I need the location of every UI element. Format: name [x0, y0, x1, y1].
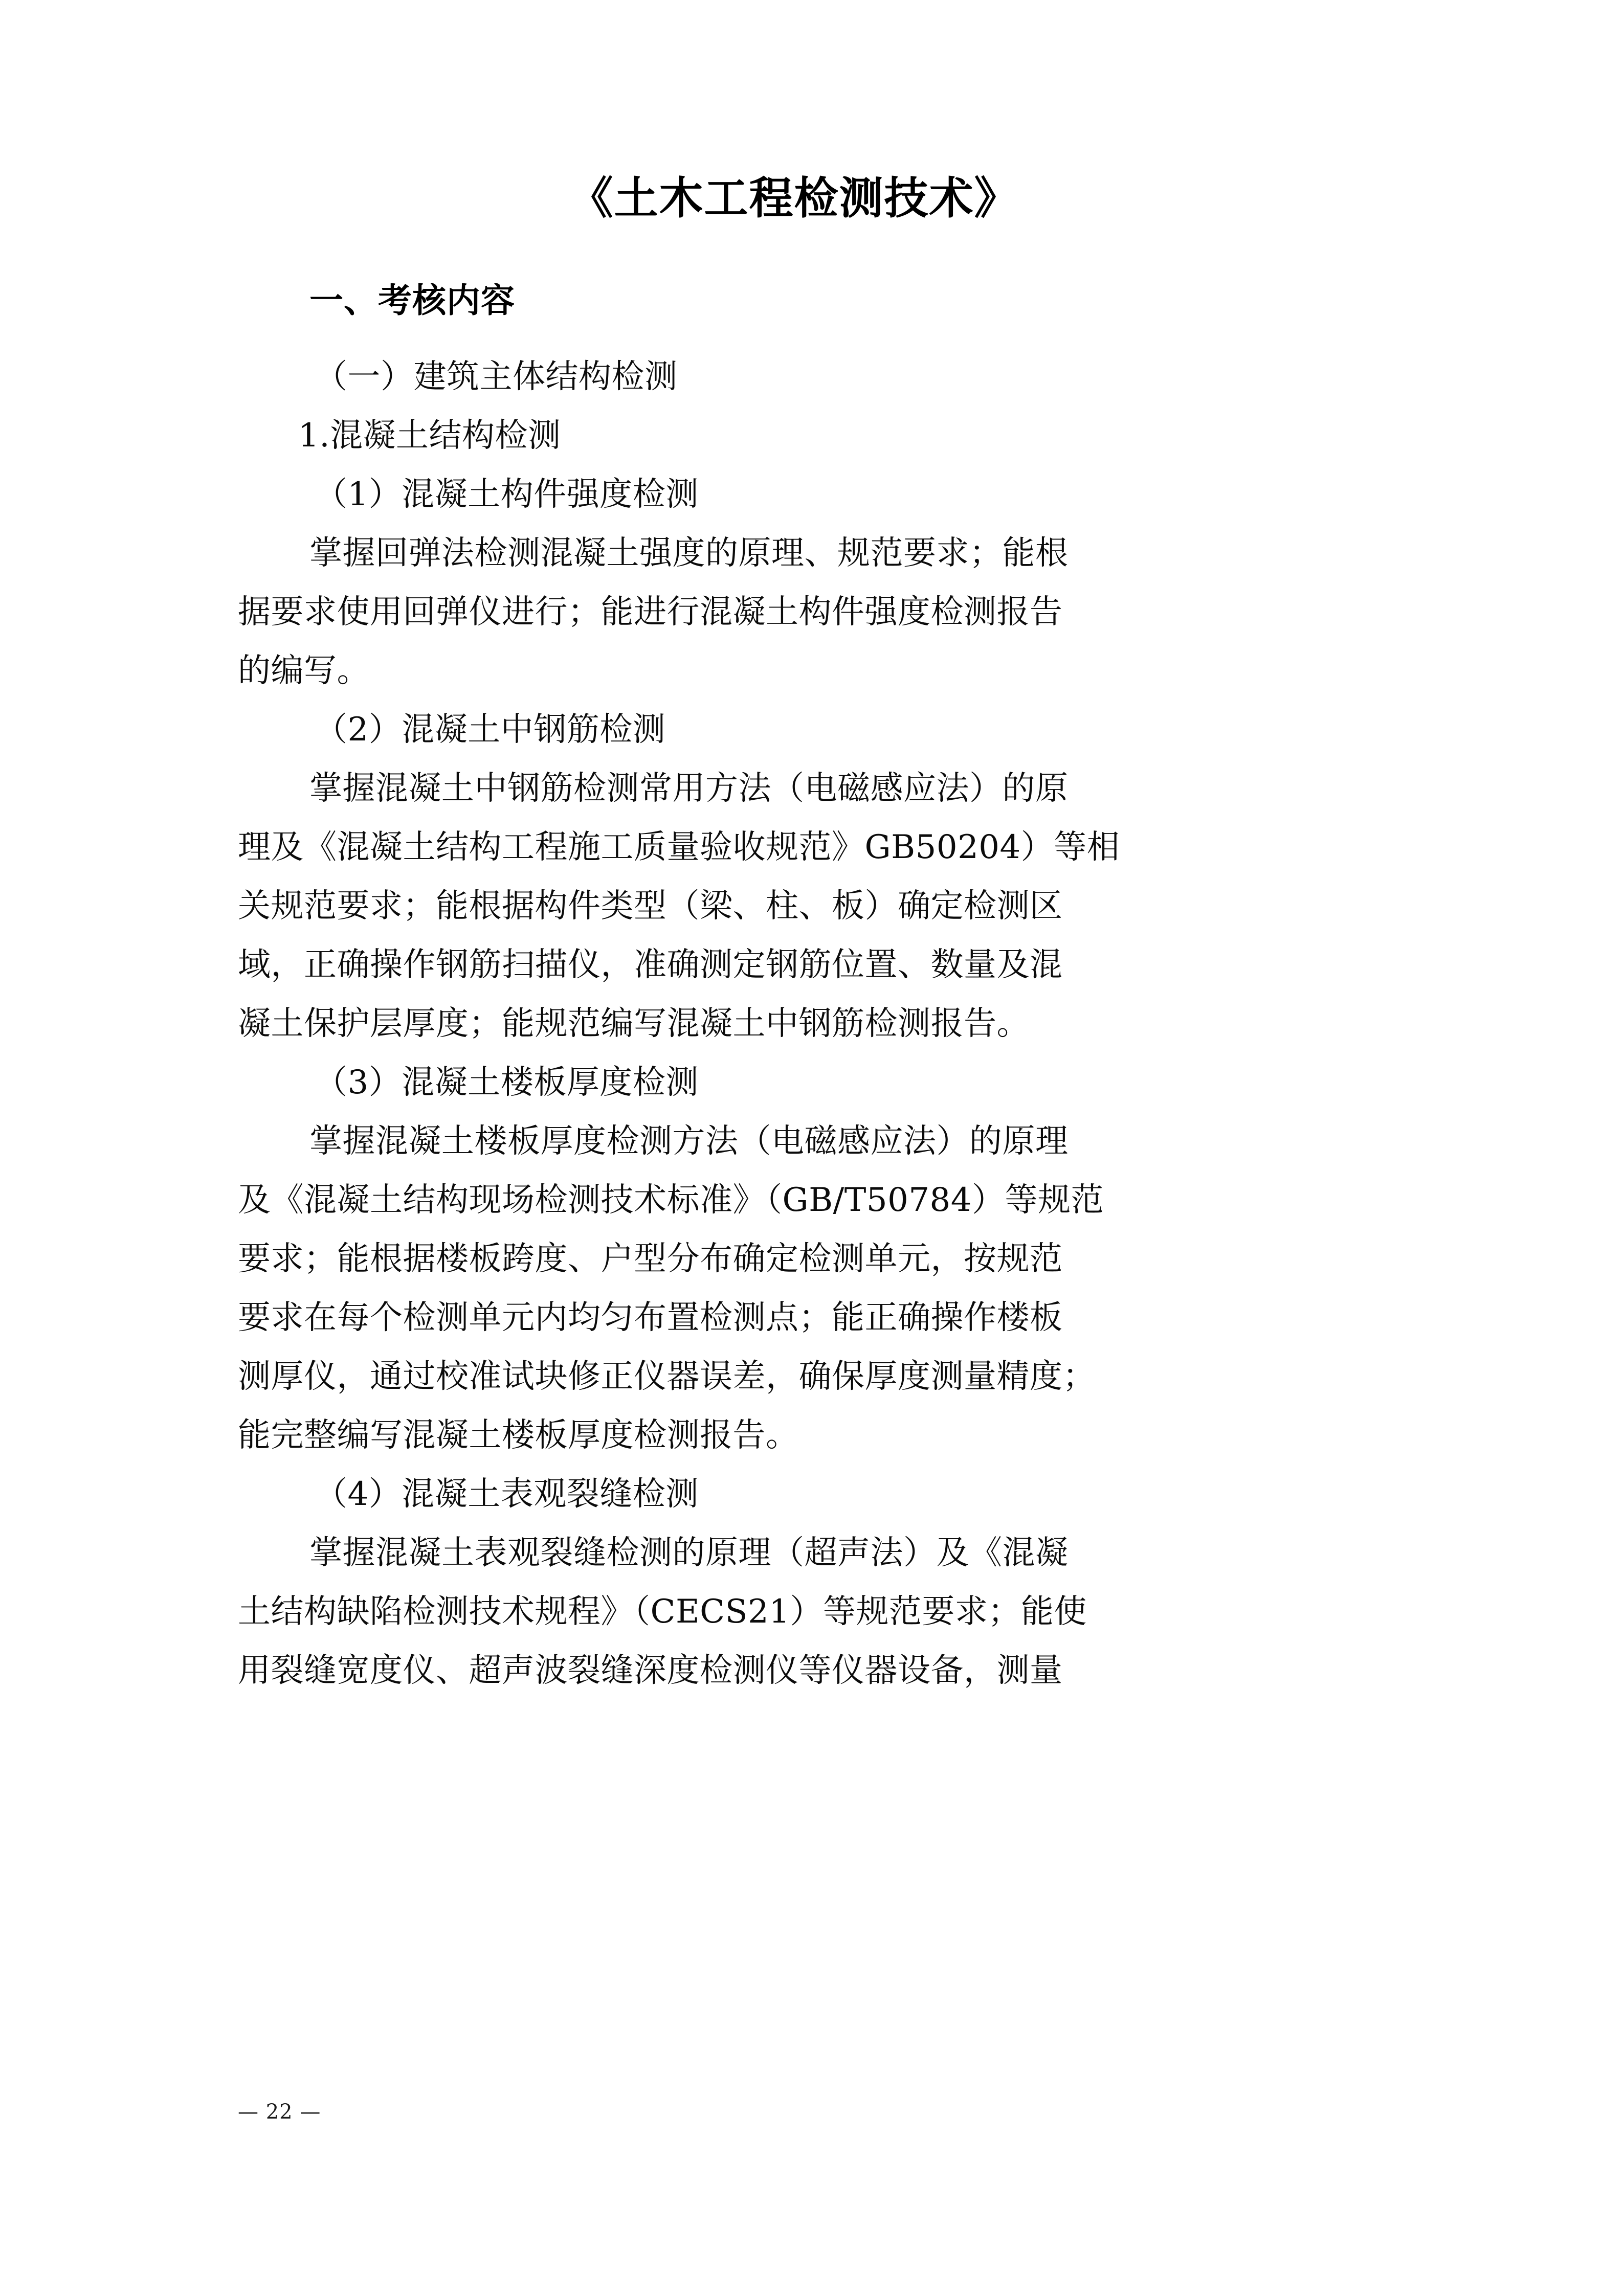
text-line: 域，正确操作钢筋扫描仪，准确测定钢筋位置、数量及混	[238, 946, 1063, 984]
text-line: （2）混凝土中钢筋检测	[315, 711, 666, 749]
text-line: 凝土保护层厚度；能规范编写混凝土中钢筋检测报告。	[238, 1005, 1030, 1043]
text-line: 1.混凝土结构检测	[298, 417, 561, 455]
text-line: 测厚仪，通过校准试块修正仪器误差，确保厚度测量精度；	[238, 1358, 1096, 1395]
text-line: 据要求使用回弹仪进行；能进行混凝土构件强度检测报告	[238, 593, 1063, 631]
text-line: （4）混凝土表观裂缝检测	[315, 1475, 699, 1513]
text-line: （一）建筑主体结构检测	[315, 358, 678, 396]
text-line: （3）混凝土楼板厚度检测	[315, 1064, 699, 1101]
text-line: 掌握混凝土楼板厚度检测方法（电磁感应法）的原理	[309, 1122, 1069, 1160]
text-line: 掌握混凝土表观裂缝检测的原理（超声法）及《混凝	[309, 1534, 1069, 1572]
text-line: 关规范要求；能根据构件类型（梁、柱、板）确定检测区	[238, 887, 1063, 925]
body-text-flow	[238, 348, 1350, 1700]
text-line: 要求在每个检测单元内均匀布置检测点；能正确操作楼板	[238, 1299, 1063, 1337]
text-line: 掌握混凝土中钢筋检测常用方法（电磁感应法）的原	[309, 770, 1069, 807]
section-heading-1: 一、考核内容	[309, 281, 515, 320]
text-line: 及《混凝土结构现场检测技术标准》（GB/T50784）等规范	[238, 1181, 1104, 1219]
page-number: — 22 —	[238, 2100, 321, 2124]
document-title: 《土木工程检测技术》	[569, 173, 1019, 224]
text-line: 要求；能根据楼板跨度、户型分布确定检测单元，按规范	[238, 1240, 1063, 1278]
text-line: 理及《混凝土结构工程施工质量验收规范》GB50204）等相	[238, 828, 1120, 866]
text-line: 能完整编写混凝土楼板厚度检测报告。	[238, 1416, 799, 1454]
text-line: （1）混凝土构件强度检测	[315, 476, 699, 513]
text-line: 用裂缝宽度仪、超声波裂缝深度检测仪等仪器设备，测量	[238, 1652, 1063, 1690]
text-line: 掌握回弹法检测混凝土强度的原理、规范要求；能根	[309, 534, 1069, 572]
text-line: 的编写。	[238, 652, 370, 690]
text-line: 土结构缺陷检测技术规程》（CECS21）等规范要求；能使	[238, 1593, 1087, 1631]
